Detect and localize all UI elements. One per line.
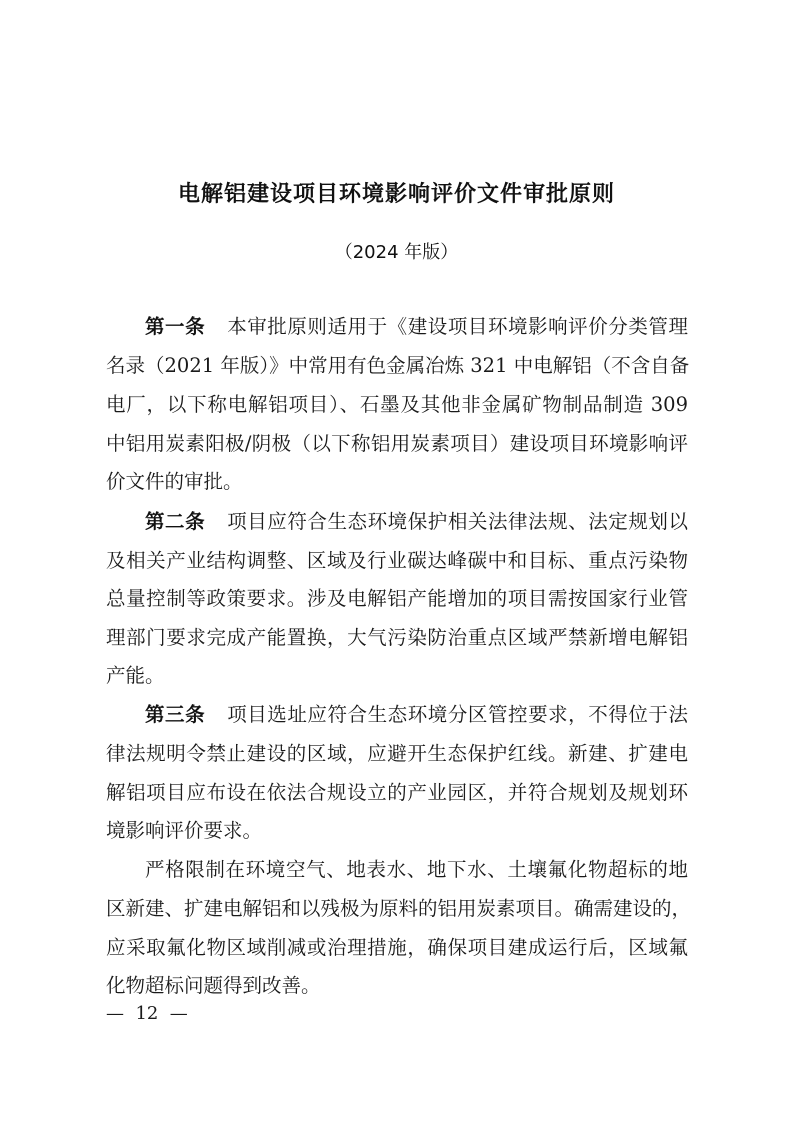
article-2-line-1 — [145, 508, 688, 536]
paragraph-line-2: 区新建、扩建电解铝和以残极为原料的铝用炭素项目。确需建设的， — [106, 897, 692, 920]
paragraph-line-4: 化物超标问题得到改善。 — [106, 974, 321, 997]
paragraph-line-1: 严格限制在环境空气、地表水、地下水、土壤氟化物超标的地 — [145, 858, 688, 881]
paragraph-line-3: 应采取氟化物区域削减或治理措施，确保项目建成运行后，区域氟 — [106, 936, 688, 959]
article-2-text: 项目应符合生态环境保护相关法律法规、法定规划以 — [227, 510, 688, 533]
article-2-line-2: 及相关产业结构调整、区域及行业碳达峰碳中和目标、重点污染物 — [106, 549, 688, 572]
document-title: 电解铝建设项目环境影响评价文件审批原则 — [177, 182, 615, 207]
article-3-line-1 — [145, 701, 688, 729]
article-1-label: 第一条 — [145, 315, 206, 338]
article-2-label: 第二条 — [145, 510, 206, 533]
article-1-line-3: 电厂，以下称电解铝项目）、石墨及其他非金属矿物制品制造 309 — [106, 393, 688, 416]
article-3-line-3: 解铝项目应布设在依法合规设立的产业园区，并符合规划及规划环 — [106, 781, 688, 804]
article-1-line-1 — [145, 313, 688, 341]
article-2-line-5: 产能。 — [106, 664, 165, 687]
article-1-line-5: 价文件的审批。 — [106, 470, 243, 493]
article-3-label: 第三条 — [145, 703, 206, 726]
article-2-line-4: 理部门要求完成产能置换，大气污染防治重点区域严禁新增电解铝 — [106, 626, 688, 649]
document-subtitle: （2024 年版） — [334, 242, 459, 263]
article-1-line-2: 名录（2021 年版）》中常用有色金属冶炼 321 中电解铝（不含自备 — [106, 354, 690, 377]
article-3-line-2: 律法规明令禁止建设的区域，应避开生态保护红线。新建、扩建电 — [106, 742, 688, 765]
article-2-line-3: 总量控制等政策要求。涉及电解铝产能增加的项目需按国家行业管 — [106, 587, 688, 610]
page-number: — 12 — — [106, 1003, 188, 1024]
article-3-line-4: 境影响评价要求。 — [106, 819, 263, 842]
article-3-text: 项目选址应符合生态环境分区管控要求，不得位于法 — [227, 703, 688, 726]
article-1-text: 本审批原则适用于《建设项目环境影响评价分类管理 — [227, 315, 688, 338]
article-1-line-4: 中铝用炭素阳极/阴极（以下称铝用炭素项目）建设项目环境影响评 — [106, 432, 688, 455]
